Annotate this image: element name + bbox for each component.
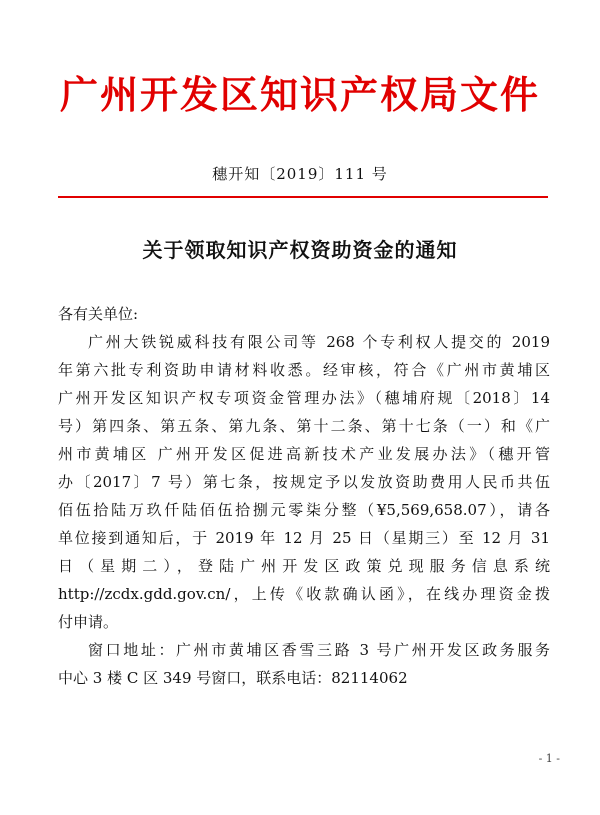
- paragraph1-line: http://zcdx.gdd.gov.cn/，上传《收款确认函》，在线办理资金拨: [58, 585, 550, 603]
- document-number: 穗开知〔2019〕111 号: [212, 165, 388, 183]
- contact-line: 中心 3 楼 C 区 349 号窗口，联系电话：82114062: [58, 669, 408, 687]
- notice-body: [58, 300, 550, 692]
- contact-line: 窗口地址：广州市黄埔区香雪三路 3 号广州开发区政务服务: [88, 641, 550, 659]
- paragraph1-line: 单位接到通知后，于 2019 年 12 月 25 日（星期三）至 12 月 31: [58, 529, 550, 547]
- red-divider-line: [58, 196, 548, 198]
- paragraph1-line: 广州开发区知识产权专项资金管理办法》（穗埔府规〔2018〕14: [58, 389, 550, 407]
- salutation: 各有关单位:: [58, 305, 139, 323]
- paragraph1-line: 广州大铁锐威科技有限公司等 268 个专利权人提交的 2019: [88, 333, 550, 351]
- page-number: - 1 -: [538, 752, 560, 765]
- paragraph1-line: 付申请。: [58, 613, 119, 631]
- paragraph1-line: 号）第四条、第五条、第九条、第十二条、第十七条（一）和《广: [58, 417, 550, 435]
- issuer-header-title: 广州开发区知识产权局文件: [59, 72, 540, 117]
- notice-title: 关于领取知识产权资助资金的通知: [142, 238, 458, 262]
- paragraph1-line: 州市黄埔区 广州开发区促进高新技术产业发展办法》（穗开管: [58, 445, 550, 463]
- paragraph1-line: 佰伍拾陆万玖仟陆佰伍拾捌元零柒分整（¥5,569,658.07），请各: [58, 501, 550, 519]
- paragraph1-line: 日（星期二），登陆广州开发区政策兑现服务信息系统: [58, 557, 550, 575]
- paragraph1-line: 年第六批专利资助申请材料收悉。经审核，符合《广州市黄埔区: [58, 361, 550, 379]
- paragraph1-line: 办〔2017〕7 号）第七条，按规定予以发放资助费用人民币共伍: [58, 473, 550, 491]
